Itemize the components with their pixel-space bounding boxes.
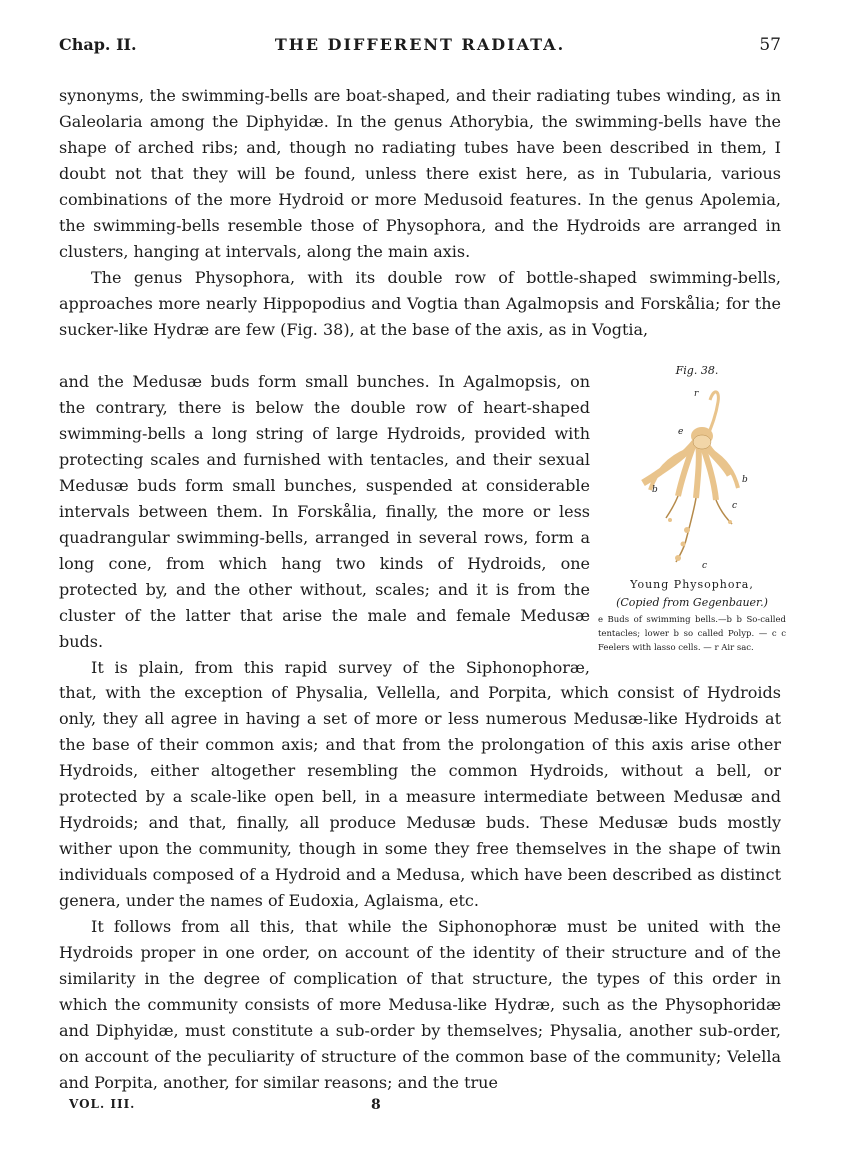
chapter-label: Chap. II. — [59, 35, 137, 54]
label-b-right: b — [742, 475, 748, 485]
figure-38 — [598, 360, 786, 680]
signature-mark: 8 — [371, 1097, 381, 1113]
label-b-left: b — [652, 485, 658, 495]
paragraph-3-start: It is plain, from this rapid survey of the Siphonophoræ, — [91, 658, 590, 677]
paragraph-4: It follows from all this, that while the Siphonophoræ must be united with the Hydroids proper in one order, on account of the identity of their structure and of the similarity in the degree of complication of that structure, the types of this order in which the community consists of more Medusa-like Hydræ, such as the Physophoridæ and Diphyidæ, must constitute a sub-order by themselves; Physalia, another sub-order, on account of the peculiarity of structure of the common base of the community; Velella and Porpita, another, for similar reasons; and the true — [59, 917, 781, 1092]
figure-label: Fig. 38. — [675, 364, 719, 377]
label-c-bottom: c — [702, 561, 708, 571]
label-c-right: c — [732, 501, 738, 511]
figure-caption: e Buds of swimming bells.—b b So-called tentacles; lower b so called Polyp. — c c Feelers with lasso cells. — r Air sac. — [598, 615, 786, 653]
running-header — [59, 35, 781, 59]
body-text-bottom — [59, 680, 781, 1096]
body-text-narrow — [59, 369, 590, 681]
page-number: 57 — [759, 35, 781, 55]
volume-label: VOL. III. — [69, 1097, 136, 1111]
paragraph-1: synonyms, the swimming-bells are boat-shaped, and their radiating tubes winding, as in Galeolaria among the Diphyidæ. In the genus Athorybia, the swimming-bells have the shape of arched ribs; and, though no radiating tubes have been described in them, I doubt not that they will be found, unless there exist here, as in Tubularia, various combinations of the more Hydroid or more Medusoid features. In the genus Apolemia, the swimming-bells resemble those of Physophora, and the Hydroids are arranged in clusters, hanging at intervals, along the main axis. — [59, 86, 781, 261]
label-e: e — [678, 427, 684, 437]
label-r: r — [694, 389, 699, 399]
figure-source: (Copied from Gegenbauer.) — [616, 596, 768, 609]
body-text-top — [59, 83, 781, 343]
paragraph-3-rest: that, with the exception of Physalia, Vellella, and Porpita, which consist of Hydroids only, they all agree in having a set of more or less numerous Medusæ-like Hydroids at the base of their common axis; and that from the prolongation of this axis arise other Hydroids, either altogether resembling the common Hydroids, without a bell, or protected by a scale-like open bell, in a measure intermediate between Medusæ and Hydroids; and that, finally, all produce Medusæ buds. These Medusæ buds mostly wither upon the community, though in some they free themselves in the shape of twin individuals composed of a Hydroid and a Medusa, which have been described as distinct genera, under the names of Eudoxia, Aglaisma, etc. — [59, 683, 781, 910]
physophora-illustration — [598, 380, 786, 575]
paragraph-2-narrow: and the Medusæ buds form small bunches. In Agalmopsis, on the contrary, there is below the double row of heart-shaped swimming-bells a long string of large Hydroids, provided with protecting scales and furnished with tentacles, and their sexual Medusæ buds form small bunches, suspended at considerable intervals between them. In Forskålia, finally, the more or less quadrangular swimming-bells, arranged in several rows, form a long cone, from which hang two kinds of Hydroids, one protected by, and the other without, scales; and it is from the cluster of the latter that arise the male and female Medusæ buds. — [59, 372, 590, 651]
page-footer — [59, 1097, 781, 1117]
figure-title: Young Physophora, — [630, 578, 754, 591]
running-title: THE DIFFERENT RADIATA. — [274, 35, 566, 54]
paragraph-2-full: The genus Physophora, with its double row of bottle-shaped swimming-bells, approaches more nearly Hippopodius and Vogtia than Agalmopsis and Forskålia; for the sucker-like Hydræ are few (Fig. 38), at the base of the axis, as in Vogtia, — [59, 268, 781, 339]
